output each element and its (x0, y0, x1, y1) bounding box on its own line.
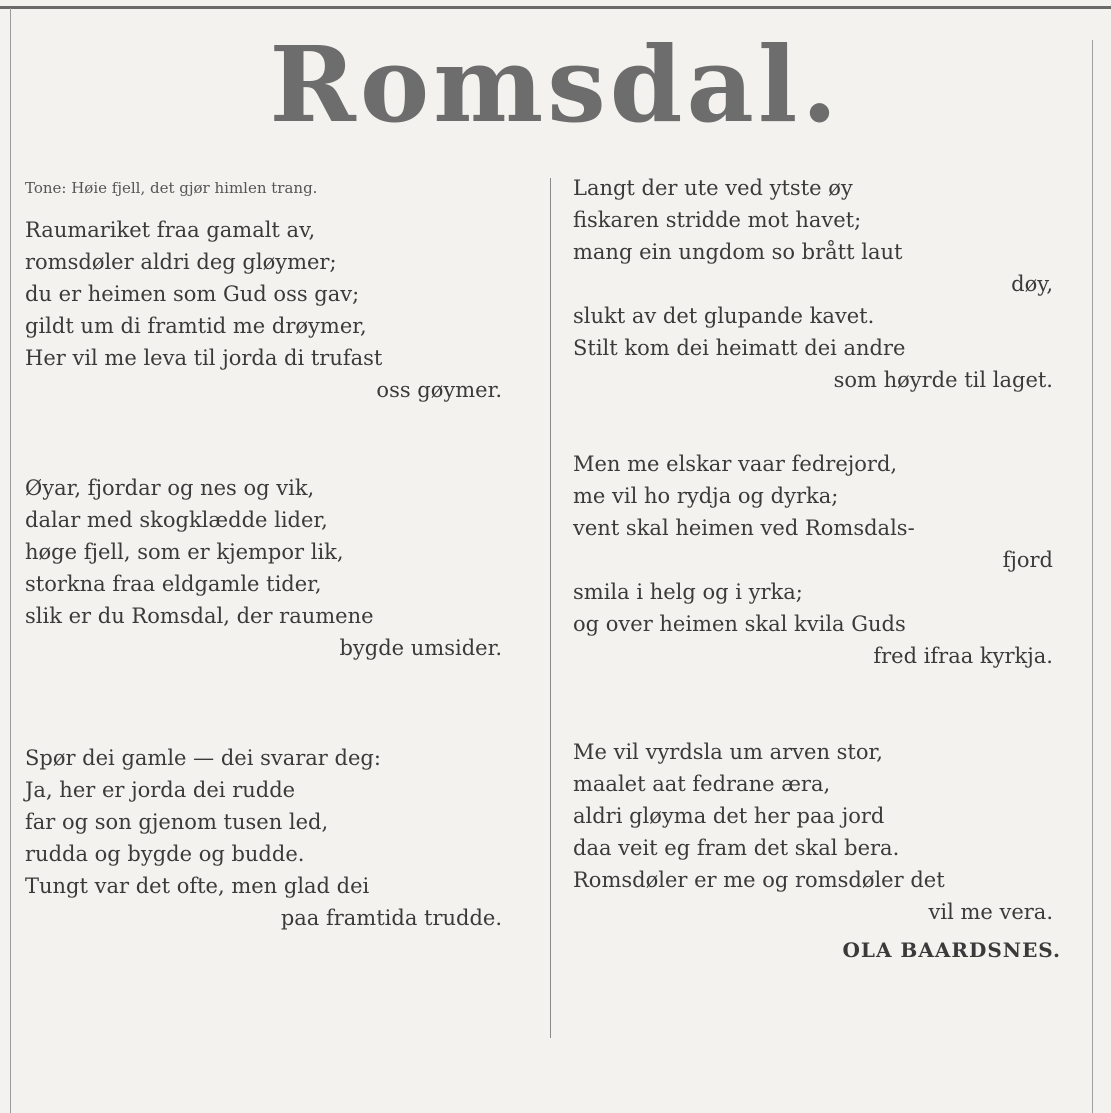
verse-line: du er heimen som Gud oss gav; (25, 282, 360, 306)
left-column (25, 172, 540, 934)
stanza-5 (573, 448, 1083, 672)
verse-line: Spør dei gamle — dei svarar deg: (25, 746, 381, 770)
author-signature: OLA BAARDSNES. (842, 938, 1061, 962)
verse-line: rudda og bygde og budde. (25, 842, 305, 866)
verse-line: far og son gjenom tusen led, (25, 810, 329, 834)
verse-line: slukt av det glupande kavet. (573, 304, 875, 328)
verse-runover: fjord (1002, 548, 1053, 572)
verse-line: romsdøler aldri deg gløymer; (25, 250, 337, 274)
verse-line: smila i helg og i yrka; (573, 580, 803, 604)
poem-title: Romsdal. (269, 23, 842, 146)
verse-runover: vil me vera. (928, 900, 1053, 924)
verse-runover: bygde umsider. (339, 636, 502, 660)
stanza-1 (25, 214, 540, 406)
verse-line: Stilt kom dei heimatt dei andre (573, 336, 906, 360)
verse-line: aldri gløyma det her paa jord (573, 804, 885, 828)
verse-runover: paa framtida trudde. (280, 906, 502, 930)
verse-line: slik er du Romsdal, der raumene (25, 604, 374, 628)
verse-line: høge fjell, som er kjempor lik, (25, 540, 344, 564)
verse-line: me vil ho rydja og dyrka; (573, 484, 839, 508)
tone-line: Tone: Høie fjell, det gjør himlen trang. (25, 179, 318, 197)
verse-runover: døy, (1011, 272, 1053, 296)
verse-runover: fred ifraa kyrkja. (873, 644, 1053, 668)
verse-line: Her vil me leva til jorda di trufast (25, 346, 383, 370)
verse-line: fiskaren stridde mot havet; (573, 208, 862, 232)
verse-line: Øyar, fjordar og nes og vik, (25, 476, 315, 500)
verse-line: vent skal heimen ved Romsdals- (573, 516, 915, 540)
left-border (10, 8, 11, 1113)
verse-line: og over heimen skal kvila Guds (573, 612, 906, 636)
verse-line: dalar med skogklædde lider, (25, 508, 328, 532)
right-border (1092, 40, 1093, 1113)
stanza-3 (25, 742, 540, 934)
verse-line: storkna fraa eldgamle tider, (25, 572, 322, 596)
top-border (0, 6, 1111, 9)
verse-line: Me vil vyrdsla um arven stor, (573, 740, 883, 764)
verse-runover: oss gøymer. (376, 378, 502, 402)
column-divider (550, 178, 551, 1038)
stanza-4 (573, 172, 1083, 396)
verse-line: Tungt var det ofte, men glad dei (25, 874, 370, 898)
verse-line: mang ein ungdom so brått laut (573, 240, 903, 264)
verse-line: Ja, her er jorda dei rudde (25, 778, 296, 802)
verse-line: Langt der ute ved ytste øy (573, 176, 853, 200)
verse-line: maalet aat fedrane æra, (573, 772, 831, 796)
stanza-2 (25, 472, 540, 664)
verse-line: gildt um di framtid me drøymer, (25, 314, 367, 338)
verse-line: daa veit eg fram det skal bera. (573, 836, 900, 860)
verse-line: Romsdøler er me og romsdøler det (573, 868, 945, 892)
verse-line: Raumariket fraa gamalt av, (25, 218, 316, 242)
stanza-6 (573, 736, 1083, 928)
verse-line: Men me elskar vaar fedrejord, (573, 452, 898, 476)
verse-runover: som høyrde til laget. (833, 368, 1053, 392)
right-column (573, 172, 1083, 968)
